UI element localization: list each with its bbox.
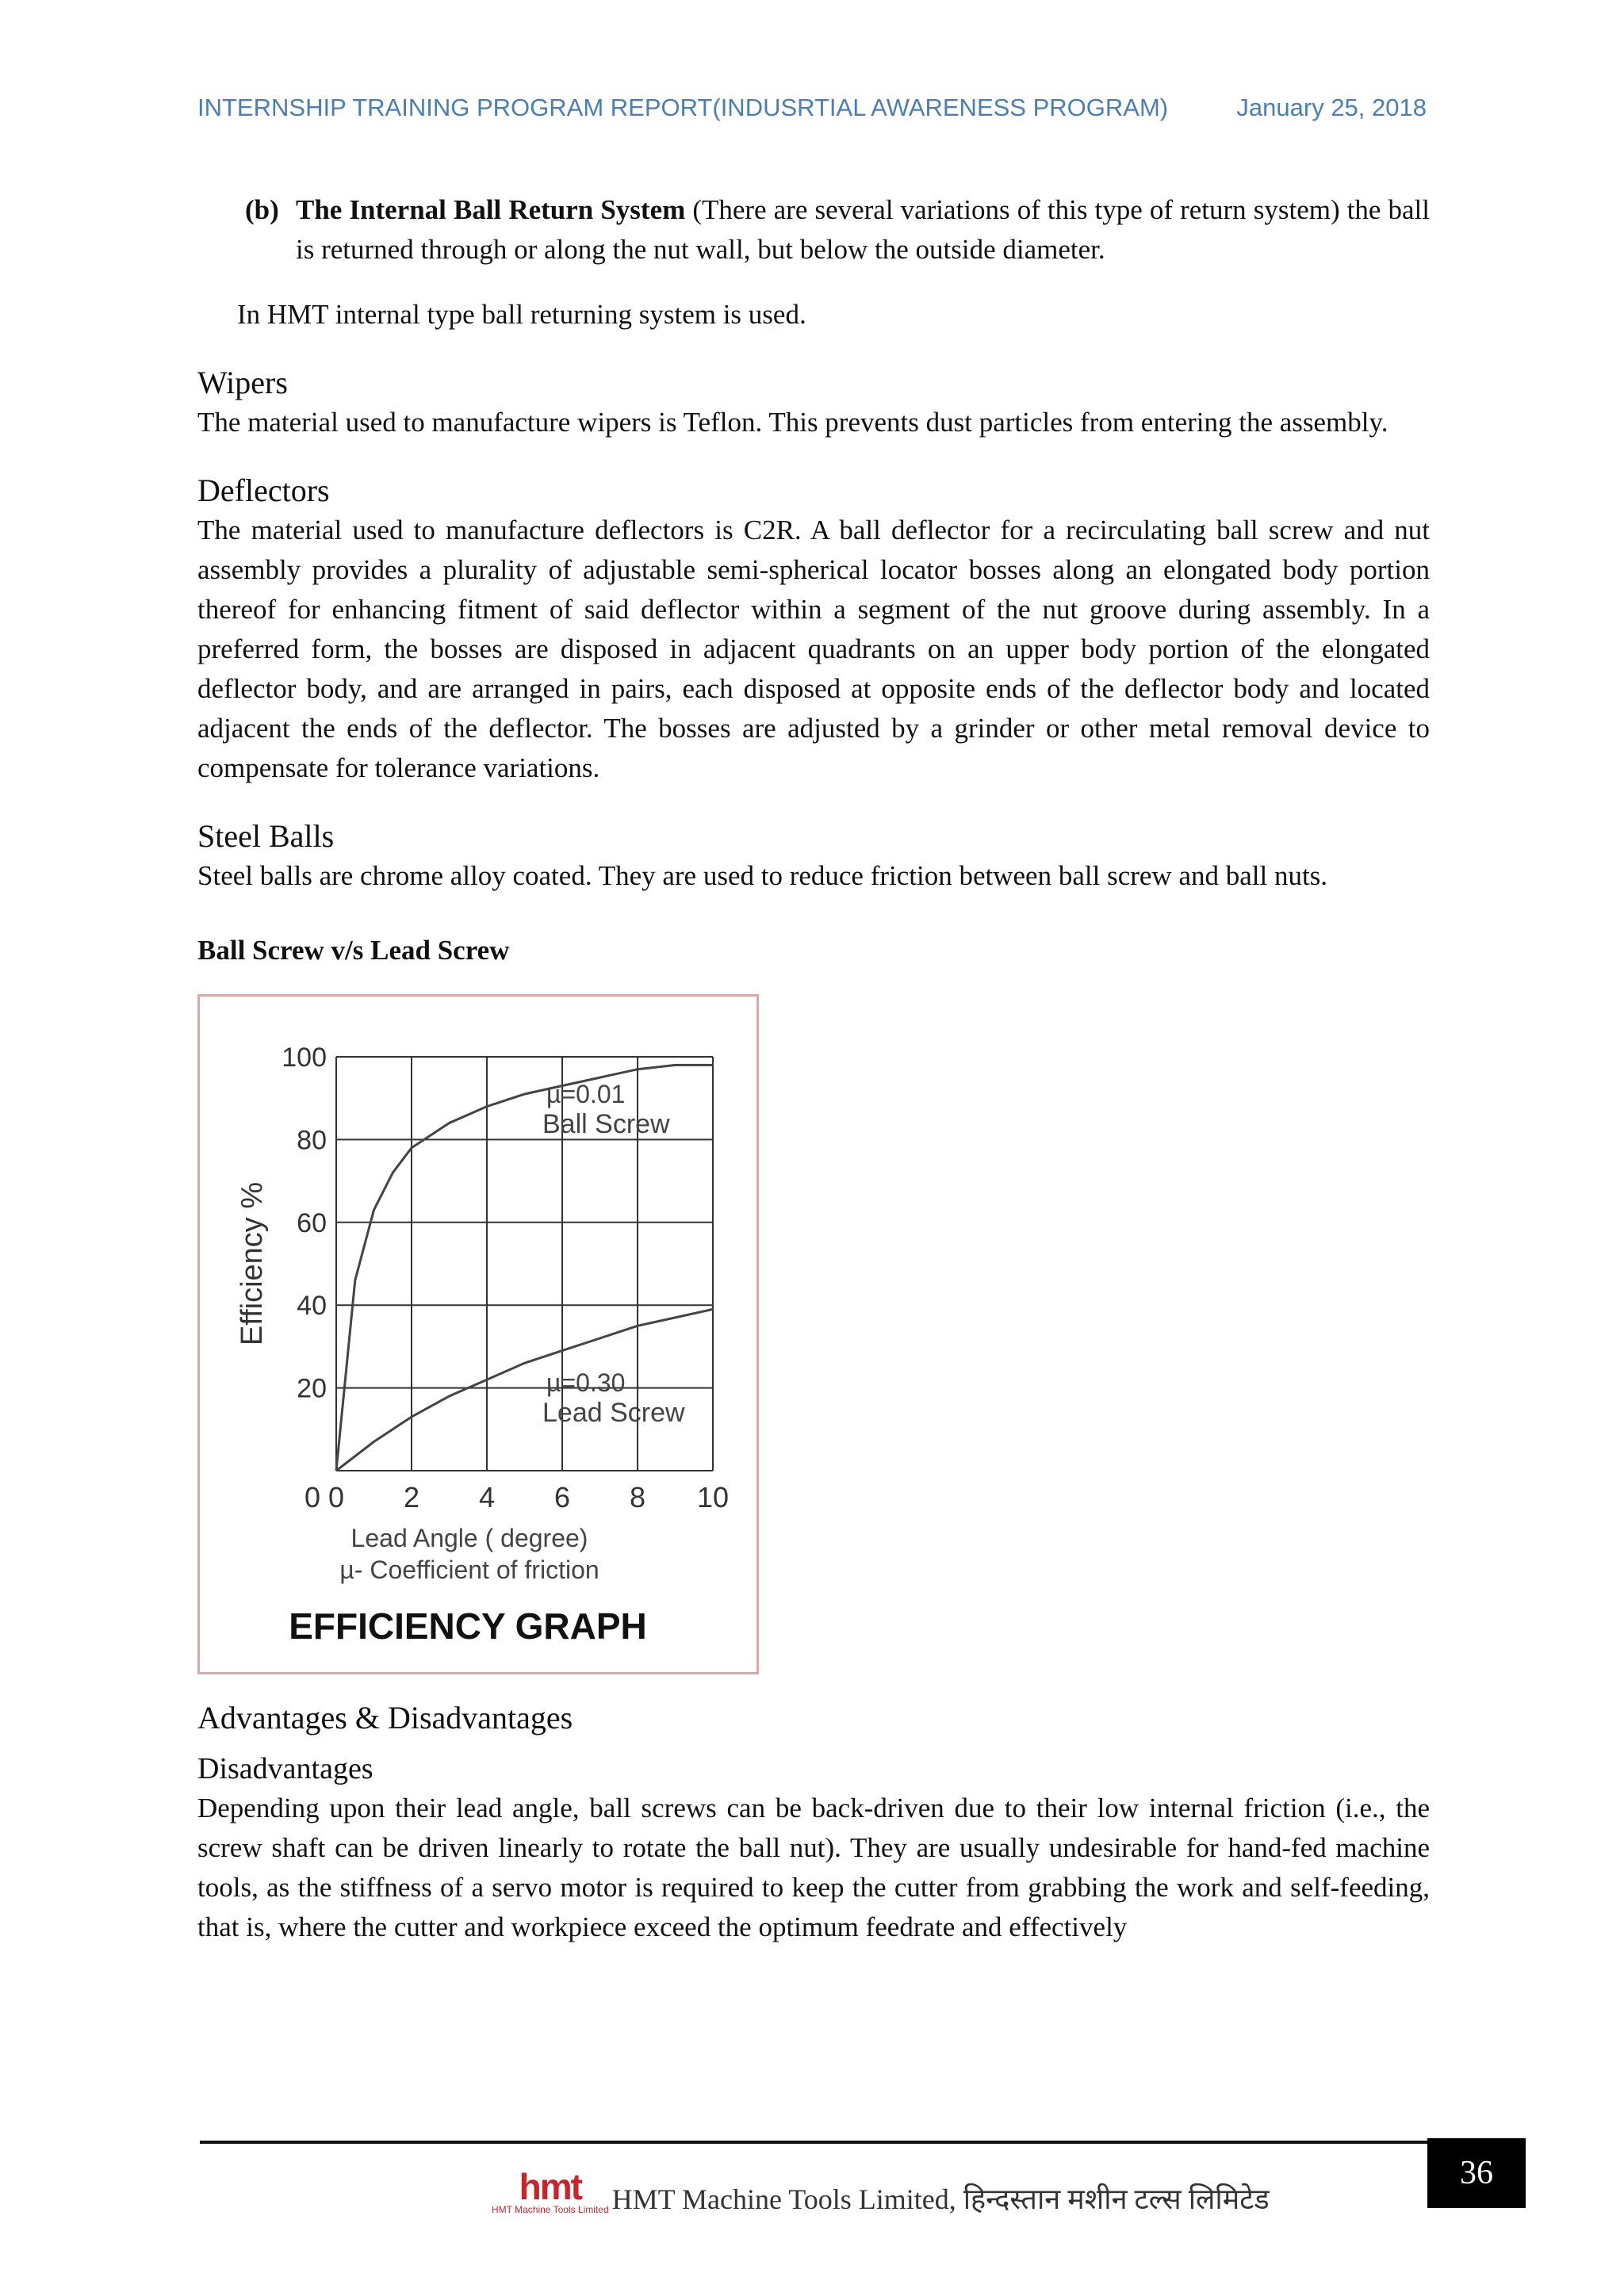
efficiency-chart-svg xyxy=(200,997,756,1672)
x-tick-label: 0 xyxy=(327,1481,345,1513)
y-tick-label: 20 xyxy=(297,1373,327,1404)
lead-screw-mu-label: µ=0.30 xyxy=(546,1368,626,1397)
steel-balls-heading: Steel Balls xyxy=(197,818,335,854)
y-tick-label: 60 xyxy=(297,1207,327,1238)
lead-screw-label: Lead Screw xyxy=(542,1398,685,1428)
series-line-lead-screw xyxy=(336,1309,713,1471)
comparison-heading: Ball Screw v/s Lead Screw xyxy=(197,935,510,966)
page-number: 36 xyxy=(1427,2138,1526,2208)
ball-screw-mu-label: µ=0.01 xyxy=(546,1080,626,1108)
section-b xyxy=(245,190,1430,270)
report-title: INTERNSHIP TRAINING PROGRAM REPORT(INDUSRTIAL AWARENESS PROGRAM) xyxy=(197,94,1169,121)
y-tick-label: 100 xyxy=(282,1043,327,1073)
x-origin-label: 0 xyxy=(304,1481,320,1513)
chart-title: EFFICIENCY GRAPH xyxy=(289,1605,647,1647)
wipers-text: The material used to manufacture wipers is Teflon. This prevents dust particles from entering the assembly. xyxy=(197,407,1388,438)
disadvantages-heading: Disadvantages xyxy=(197,1752,373,1785)
y-axis-label: Efficiency % xyxy=(236,1181,269,1346)
footer-company: HMT Machine Tools Limited, हिन्दस्तान मशीन टल्स लिमिटेड xyxy=(611,2183,1270,2215)
x-tick-label: 2 xyxy=(403,1481,420,1513)
section-b-title: The Internal Ball Return System xyxy=(296,194,686,225)
page-header xyxy=(197,94,1427,122)
hmt-logo-mark: hmt xyxy=(519,2166,581,2207)
report-date: January 25, 2018 xyxy=(1236,94,1427,121)
deflectors-heading: Deflectors xyxy=(197,473,330,508)
section-b-text xyxy=(296,190,1430,270)
adv-disadv-heading: Advantages & Disadvantages xyxy=(197,1700,573,1735)
wipers-heading: Wipers xyxy=(197,365,288,400)
page-body xyxy=(197,190,1430,1947)
hmt-note: In HMT internal type ball returning system is used. xyxy=(237,299,806,330)
section-b-label: (b) xyxy=(245,194,279,225)
y-tick-label: 40 xyxy=(297,1291,327,1322)
x-tick-label: 4 xyxy=(478,1481,496,1513)
steel-balls-text: Steel balls are chrome alloy coated. They are used to reduce friction between ball screw and ball nuts. xyxy=(197,860,1328,891)
x-axis-label-2: µ- Coefficient of friction xyxy=(339,1556,599,1584)
x-tick-label: 8 xyxy=(629,1481,646,1513)
ball-screw-label: Ball Screw xyxy=(542,1109,670,1139)
hmt-logo-sub: HMT Machine Tools Limited xyxy=(492,2204,609,2215)
footer-divider xyxy=(200,2141,1427,2144)
x-tick-label: 6 xyxy=(553,1481,571,1513)
x-axis-label: Lead Angle ( degree) xyxy=(350,1524,588,1552)
efficiency-chart xyxy=(197,994,759,1674)
section-b-body: (There are several variations of this type of return system) the ball is returned through or along the nut wall, but below the outside diameter. xyxy=(296,194,1430,265)
hmt-logo xyxy=(492,2166,609,2215)
deflectors-text: The material used to manufacture deflectors is C2R. A ball deflector for a recirculating ball screw and nut assembly provides a plurality of adjustable semi-spherical locator bosses along an elongated body portion thereof for enhancing fitment of said deflector within a segment of the nut groove during assembly. In a preferred form, the bosses are disposed in adjacent quadrants on an upper body portion of the elongated deflector body, and are arranged in pairs, each disposed at opposite ends of the deflector body and located adjacent the ends of the deflector. The bosses are adjusted by a grinder or other metal removal device to compensate for tolerance variations. xyxy=(197,515,1430,783)
y-tick-label: 80 xyxy=(297,1125,327,1156)
disadvantages-text: Depending upon their lead angle, ball screws can be back-driven due to their low internal friction (i.e., the screw shaft can be driven linearly to rotate the ball nut). They are usually undesirable for hand-fed machine tools, as the stiffness of a servo motor is required to keep the cutter from grabbing the work and self-feeding, that is, where the cutter and workpiece exceed the optimum feedrate and effectively xyxy=(197,1793,1430,1942)
x-tick-label: 10 xyxy=(696,1481,730,1513)
footer xyxy=(492,2166,1270,2215)
